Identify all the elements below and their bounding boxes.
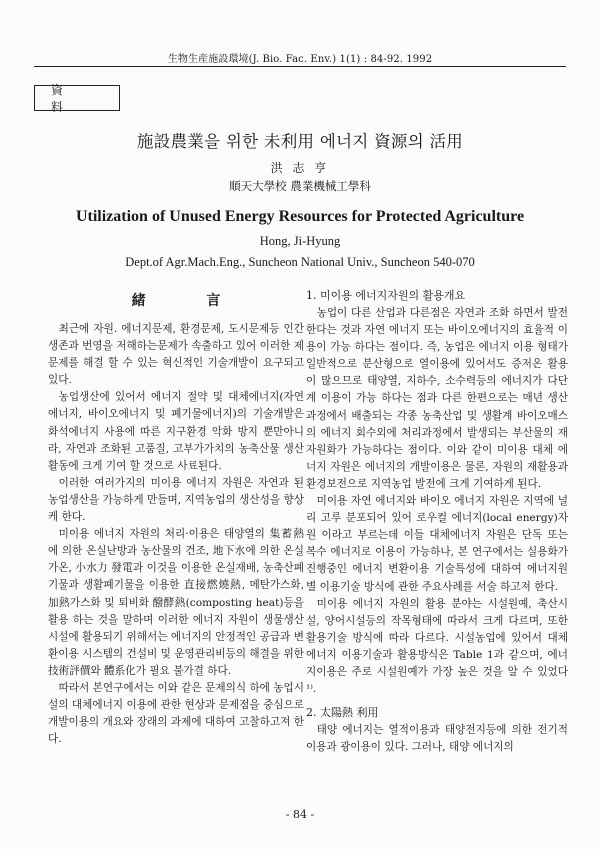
korean-title: 施設農業을 위한 未利用 에너지 資源의 活用	[136, 132, 464, 151]
paragraph: 이러한 여러가지의 미이용 에너지 자원은 자연과 된 농업생산을 가능하게 만들며, 지역농업의 생산성을 향상케 한다.	[48, 476, 304, 524]
page-number: - 84 -	[285, 808, 315, 821]
paragraph: 태양 에너지는 열적이용과 태양전지등에 의한 전기적 이용과 광이용이 있다. 그러나, 태양 에너지의	[306, 724, 568, 754]
introduction-heading: 緒 言	[131, 293, 249, 309]
paragraph: 농업생산에 있어서 에너지 절약 및 대체에너지(자연에너지, 바이오에너지 및 폐기물에너지)의 기술개발은 화석에너지 사용에 따른 지구환경 악화 방지 뿐만아니라, 자연과 조화된 고품질, 고부가가치의 농축산물 생산활동에 크게 기여 할 것으로 사료된다.	[48, 391, 304, 472]
paragraph: 농업이 다른 산업과 다른점은 자연과 조화 하면서 발전 한다는 것과 자연 에너지 또는 바이오에너지의 효율적 이용이 가능 하다는 점이다. 즉, 농업은 에너지 이용 형태가 일반적으로 분산형으로 열이용에 있어서도 증저온 활용이 많으므로 태양열, 지하수, 소수력등의 에너지가 다단계 이용이 가능 하다는 점과 다른 한편으로는 매년 생산과정에서 배출되는 각종 농축산업 및 생활계 바이오매스의 에너지 회수외에 처리과정에서 발생되는 부산물의 재자원화가 가능하다는 점이다. 이와 같이 미이용 대체 에너지 자원은 에너지의 개발이용은 물론, 자원의 재활용과 환경보전으로 지역농업 발전에 크게 기여하게 된다.	[306, 307, 568, 490]
section1-heading: 1. 미이용 에너지자원의 활용개요	[306, 289, 466, 302]
english-title: Utilization of Unused Energy Resources for Protected Agriculture	[75, 208, 525, 225]
right-column	[306, 287, 568, 756]
korean-affiliation: 順天大學校 農業機械工學科	[229, 179, 371, 193]
left-column	[48, 287, 304, 748]
korean-author: 洪 志 亨	[270, 161, 330, 175]
section-label-box: 資 料	[34, 85, 120, 111]
journal-header: 生物生産施設環境(J. Bio. Fac. Env.) 1(1) : 84-92. 1992	[167, 54, 433, 65]
paragraph: 최근에 자원. 에너지문제, 환경문제, 도시문제등 인간생존과 번영을 저해하는문제가 속출하고 있어 이러한 제 문제를 해결 할 수 있는 혁신적인 기술개발이 요구되고 있다.	[48, 323, 304, 387]
paragraph: 따라서 본연구에서는 이와 같은 문제의식 하에 농업시설의 대체에너지 이용에 관한 현상과 문제점을 중심으로 개발이용의 개요와 장래의 과제에 대하여 고찰하고져 한다.	[48, 681, 304, 746]
english-affiliation: Dept.of Agr.Mach.Eng., Suncheon National Univ., Suncheon 540-070	[125, 255, 475, 269]
paragraph: 미이용 자연 에너지와 바이오 에너지 자원은 지역에 널리 고루 분포되어 있어 로우컬 에너지(local energy)자원 이라고 부르는데 이들 대체에너지 자원은 단독 또는 복수 에너지로 이용이 가능하나, 본 연구에서는 실용화가 진행중인 에너지 변환이용 기술특성에 대하여 에너지원별 이용기술 방식에 관한 주요사례를 서술 하고져 한다.	[306, 495, 568, 593]
english-author: Hong, Ji-Hyung	[259, 234, 341, 248]
paragraph: 미이용 에너지 자원의 처리·이용은 태양열의 集蓄熱에 의한 온실난방과 농산물의 건조, 地下水에 의한 온실가온, 小水力 發電과 이것을 이용한 온실재배, 농축산폐기물과 생활폐기물을 이용한 直接燃燒熱, 메탄가스화, 加熱가스화 및 퇴비화 醱酵熱(composting heat)등을 활용 하는 것을 말하며 이러한 에너지 자원이 생물생산 시설에 활용되기 위해서는 에너지의 안정적인 공급과 변환이용 시스템의 건설비 및 운영관리비등의 해결을 위한 技術評價와 體系化가 필요 불가결 하다.	[48, 528, 304, 677]
section2-heading: 2. 太陽熱 利用	[306, 706, 379, 720]
paragraph: 미이용 에너지 자원의 활용 분야는 시설원예, 축산시설, 양어시설등의 작목형태에 따라서 크게 다르며, 또한 활용기술 방식에 따라 다르다. 시설농업에 있어서 대체 에너지 이용기술과 활용방식은 Table 1과 같으며, 에너지이용은 주로 시설원예가 가장 높은 것을 알 수 있었다¹⁾.	[306, 597, 568, 696]
header-rule	[34, 66, 566, 67]
